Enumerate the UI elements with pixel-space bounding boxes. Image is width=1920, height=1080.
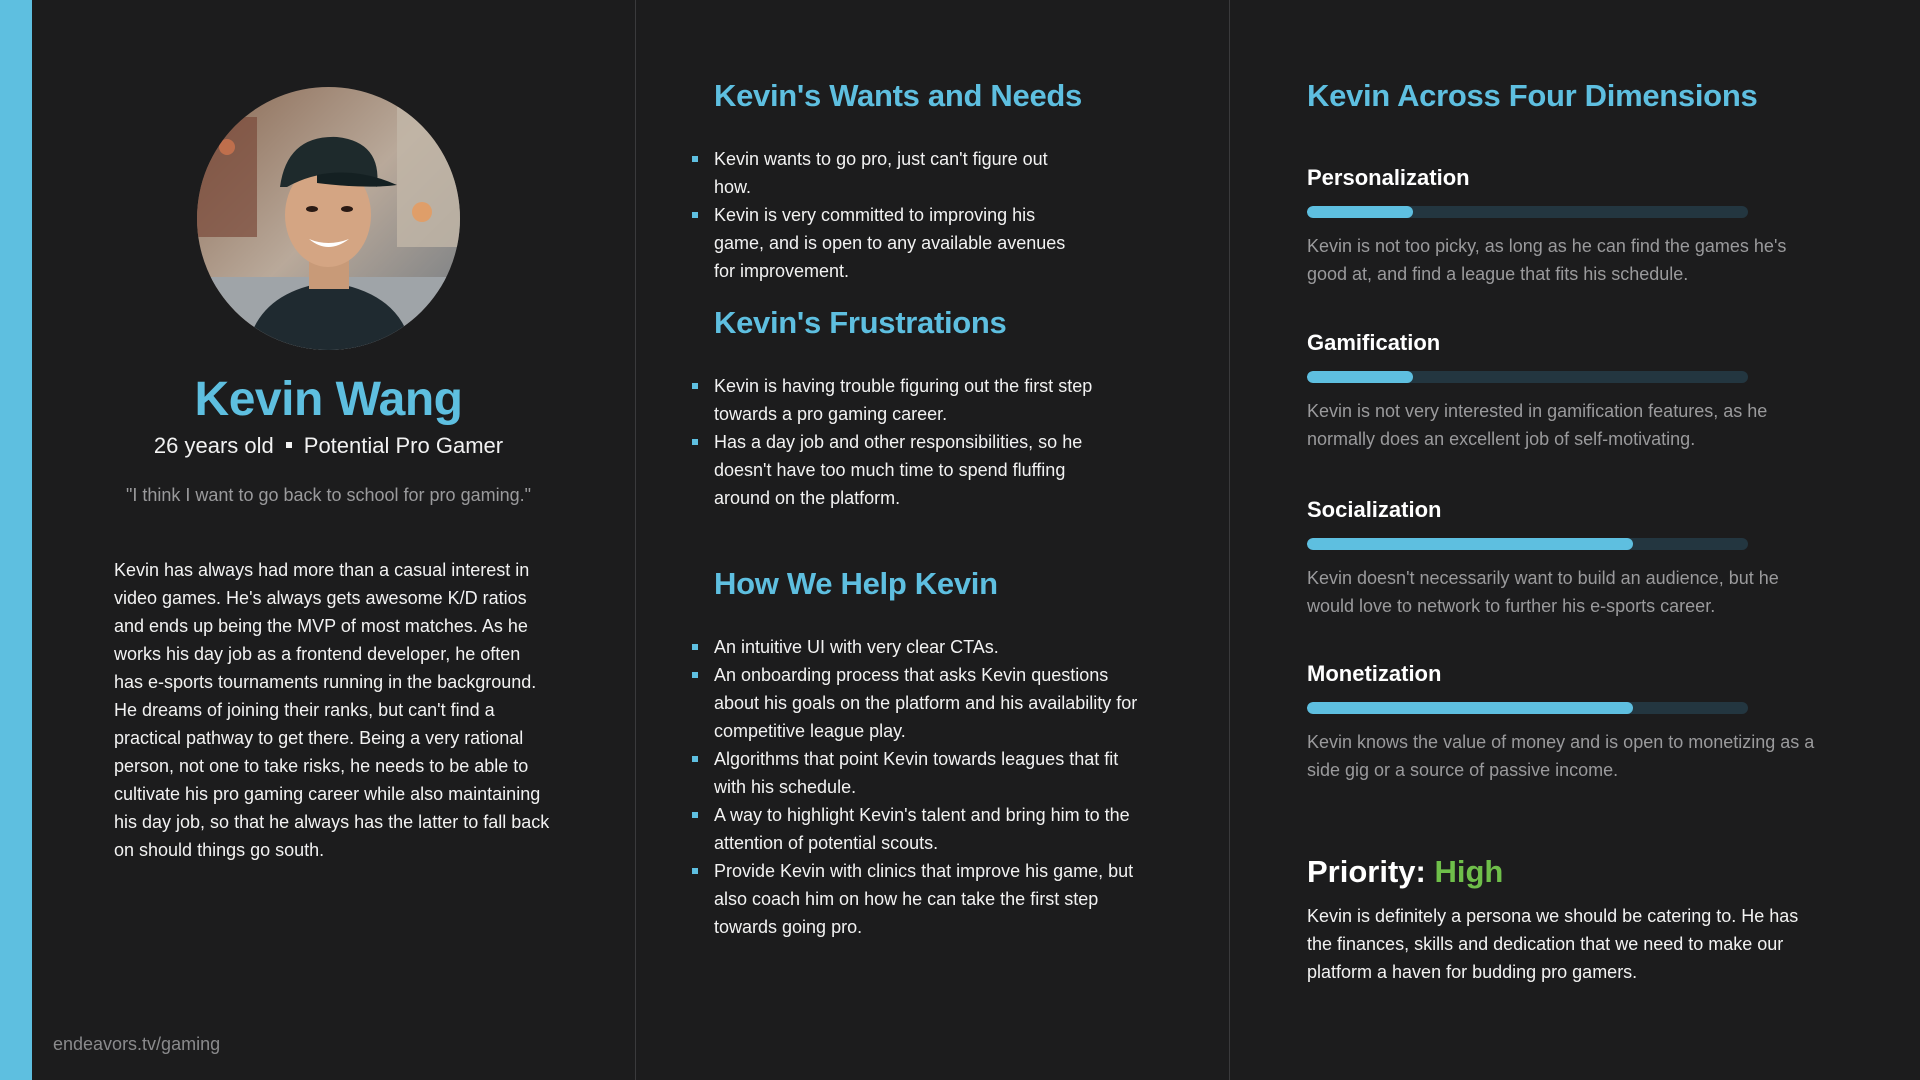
dimension-title: Gamification bbox=[1307, 330, 1441, 355]
dimensions-heading: Kevin Across Four Dimensions bbox=[1307, 78, 1758, 113]
persona-bio: Kevin has always had more than a casual interest in video games. He's always gets awesome K/D ratios and ends up being the MVP of most matches. As he works his day job as a frontend developer, he often has e-sports tournaments running in the background. He dreams of joining their ranks, but can't find a practical pathway to get there. Being a very rational person, not one to take risks, he needs to be able to cultivate his pro gaming career while also maintaining his day job, so that he always has the latter to fall back on should things go south. bbox=[114, 560, 550, 860]
persona-quote: "I think I want to go back to school for pro gaming." bbox=[126, 485, 531, 505]
frustrations-list bbox=[714, 372, 1099, 512]
bullet-icon bbox=[692, 156, 698, 162]
separator-dot bbox=[286, 442, 292, 448]
dimension-bar-track bbox=[1307, 371, 1748, 383]
persona-role: Potential Pro Gamer bbox=[303, 433, 504, 458]
bullet-icon bbox=[692, 644, 698, 650]
persona-details bbox=[636, 0, 1229, 1080]
avatar-photo bbox=[197, 87, 460, 350]
dimension-bar-track bbox=[1307, 702, 1748, 714]
bullet-icon bbox=[692, 439, 698, 445]
list-item-text: Kevin wants to go pro, just can't figure out how. bbox=[714, 149, 1048, 197]
persona-age: 26 years old bbox=[153, 433, 274, 458]
dimension-description: Kevin is not very interested in gamification features, as he normally does an excellent job of self-motivating. bbox=[1307, 401, 1768, 449]
dimension-title: Socialization bbox=[1307, 497, 1442, 522]
frustrations-heading: Kevin's Frustrations bbox=[714, 305, 1007, 340]
priority-heading bbox=[1307, 854, 1503, 890]
wants-heading: Kevin's Wants and Needs bbox=[714, 78, 1082, 113]
dimension-bar-track bbox=[1307, 538, 1748, 550]
persona-profile bbox=[32, 0, 635, 1080]
list-item bbox=[714, 201, 1084, 285]
list-item bbox=[714, 801, 1139, 857]
list-item-text: Kevin is very committed to improving his game, and is open to any available avenues for improvement. bbox=[714, 205, 1066, 281]
help-list bbox=[714, 633, 1139, 941]
dimension-description: Kevin knows the value of money and is open to monetizing as a side gig or a source of passive income. bbox=[1307, 732, 1815, 780]
priority-label: Priority: bbox=[1307, 854, 1426, 889]
persona-dimensions bbox=[1230, 0, 1920, 1080]
list-item-text: An intuitive UI with very clear CTAs. bbox=[714, 637, 999, 657]
list-item bbox=[714, 661, 1139, 745]
bullet-icon bbox=[692, 868, 698, 874]
list-item bbox=[714, 857, 1139, 941]
dimension-bar-track bbox=[1307, 206, 1748, 218]
priority-description: Kevin is definitely a persona we should be catering to. He has the finances, skills and dedication that we need to make our platform a haven for budding pro gamers. bbox=[1307, 906, 1799, 982]
persona-subtitle bbox=[32, 433, 625, 459]
list-item-text: An onboarding process that asks Kevin questions about his goals on the platform and his availability for competitive league play. bbox=[714, 665, 1138, 741]
bullet-icon bbox=[692, 756, 698, 762]
list-item-text: A way to highlight Kevin's talent and bring him to the attention of potential scouts. bbox=[714, 805, 1130, 853]
avatar bbox=[197, 87, 460, 350]
list-item-text: Kevin is having trouble figuring out the first step towards a pro gaming career. bbox=[714, 376, 1093, 424]
dimension-bar-fill bbox=[1307, 371, 1413, 383]
dimension-description: Kevin doesn't necessarily want to build an audience, but he would love to network to further his e-sports career. bbox=[1307, 568, 1779, 616]
dimension-bar-fill bbox=[1307, 538, 1633, 550]
list-item bbox=[714, 745, 1139, 801]
dimension-title: Monetization bbox=[1307, 661, 1442, 686]
persona-name: Kevin Wang bbox=[194, 373, 463, 426]
dimension-bar-fill bbox=[1307, 702, 1633, 714]
bullet-icon bbox=[692, 383, 698, 389]
list-item-text: Has a day job and other responsibilities, so he doesn't have too much time to spend fluffing around on the platform. bbox=[714, 432, 1083, 508]
dimension-title: Personalization bbox=[1307, 165, 1470, 190]
bullet-icon bbox=[692, 212, 698, 218]
bullet-icon bbox=[692, 812, 698, 818]
dimension-description: Kevin is not too picky, as long as he can find the games he's good at, and find a league that fits his schedule. bbox=[1307, 236, 1787, 284]
footer-url: endeavors.tv/gaming bbox=[53, 1034, 221, 1054]
dimension-bar-fill bbox=[1307, 206, 1413, 218]
priority-level: High bbox=[1434, 854, 1504, 889]
list-item bbox=[714, 633, 1139, 661]
help-heading: How We Help Kevin bbox=[714, 566, 998, 601]
left-accent-bar bbox=[0, 0, 32, 1080]
list-item-text: Provide Kevin with clinics that improve his game, but also coach him on how he can take the first step towards going pro. bbox=[714, 861, 1134, 937]
list-item bbox=[714, 428, 1099, 512]
wants-list bbox=[714, 145, 1084, 285]
list-item-text: Algorithms that point Kevin towards leagues that fit with his schedule. bbox=[714, 749, 1119, 797]
bullet-icon bbox=[692, 672, 698, 678]
list-item bbox=[714, 145, 1084, 201]
list-item bbox=[714, 372, 1099, 428]
